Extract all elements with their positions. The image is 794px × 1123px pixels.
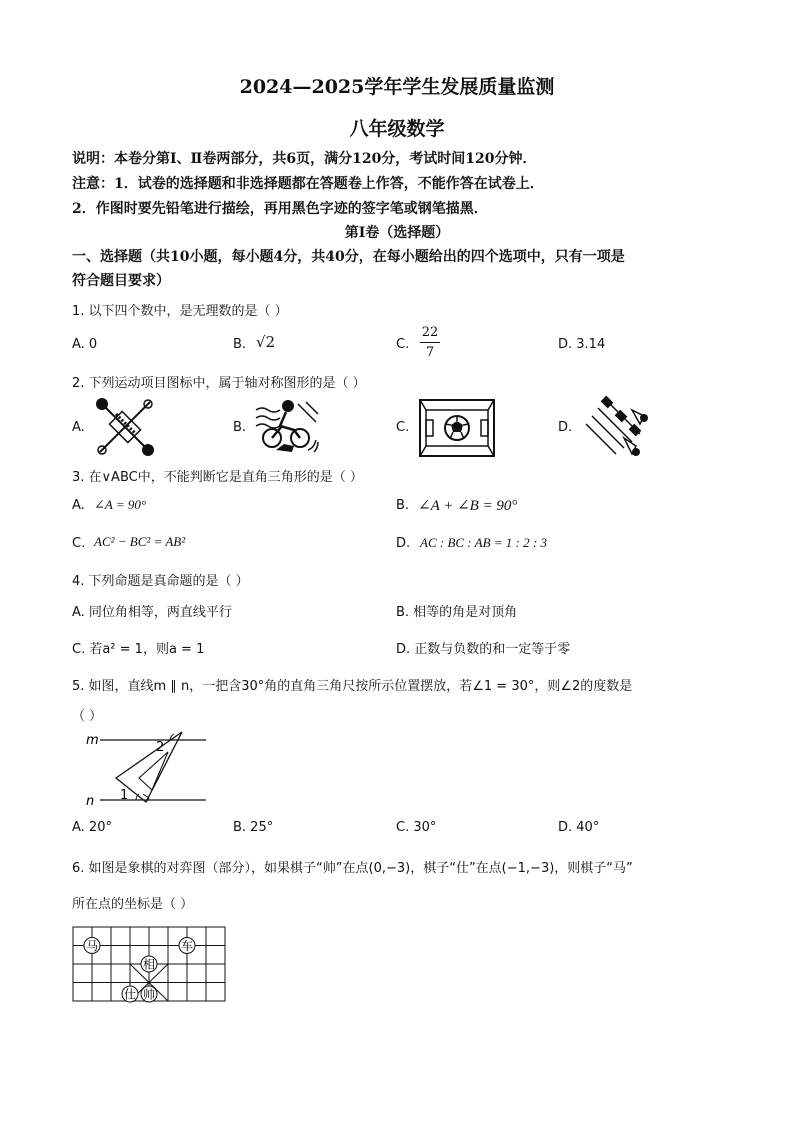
q3-option-d-label: D.: [396, 536, 411, 551]
weightlifting-icon: [88, 394, 160, 460]
line-m-label: m: [86, 733, 99, 748]
chess-board-figure: [70, 924, 230, 1004]
q5-option-b: B. 25°: [233, 820, 274, 835]
badminton-icon: [580, 394, 650, 460]
section-heading: 一、选择题（共10小题，每小题4分，共40分，在每小题给出的四个选项中，只有一项是: [72, 249, 625, 265]
q1-option-c-numerator: 22: [421, 325, 439, 340]
note-attention-2: 2．作图时要先铅笔进行描绘，再用黑色字迹的签字笔或钢笔描黑．: [72, 201, 488, 217]
q3-stem: 3. 在∨ABC中，不能判断它是直角三角形的是（ ）: [72, 470, 363, 485]
q3-option-b: ∠A + ∠B = 90°: [418, 498, 518, 514]
q3-option-d: AC : BC : AB = 1 : 2 : 3: [420, 535, 547, 550]
q1-option-a: A. 0: [72, 337, 98, 352]
q2-stem: 2. 下列运动项目图标中，属于轴对称图形的是（ ）: [72, 376, 366, 391]
football-icon: [416, 396, 498, 460]
q2-option-b-label: B.: [233, 420, 247, 435]
q5-stem: 5. 如图，直线m ∥ n，一把含30°角的直角三角尺按所示位置摆放，若∠1 = 30°，则∠2的度数是: [72, 679, 633, 694]
q3-option-a: ∠A = 90°: [94, 497, 147, 512]
q2-option-a-label: A.: [72, 420, 85, 435]
piece-ma: 马: [85, 939, 99, 953]
q3-option-a-label: A.: [72, 498, 85, 513]
q6-stem: 6. 如图是象棋的对弈图（部分），如果棋子“帅”在点(0,−3)，棋子“仕”在点(−1,−3)，则棋子“马”: [72, 861, 633, 876]
q5-option-d: D. 40°: [558, 820, 600, 835]
q1-option-c-denominator: 7: [425, 345, 435, 360]
q2-option-d-label: D.: [558, 420, 573, 435]
piece-shi: 仕: [123, 987, 137, 1002]
parallel-lines-triangle-figure: [84, 728, 214, 810]
q3-option-b-label: B.: [396, 498, 410, 513]
q4-option-b: B. 相等的角是对顶角: [396, 605, 518, 620]
exam-subtitle: 八年级数学: [349, 118, 445, 140]
q4-option-c: C. 若a² = 1，则a = 1: [72, 642, 205, 657]
piece-che: 车: [180, 939, 194, 953]
piece-shuai: 帅: [142, 987, 156, 1002]
angle-2-label: 2: [156, 740, 165, 755]
part1-title: 第Ⅰ卷（选择题）: [344, 225, 450, 241]
q5-answer-paren: （ ）: [72, 709, 103, 724]
fraction-bar: [420, 342, 440, 343]
q5-option-a: A. 20°: [72, 820, 112, 835]
angle-1-label: 1: [120, 788, 129, 803]
q2-option-c-label: C.: [396, 420, 410, 435]
q4-option-a: A. 同位角相等，两直线平行: [72, 605, 232, 620]
q1-option-d: D. 3.14: [558, 337, 606, 352]
q1-option-c-label: C.: [396, 337, 410, 352]
section-heading-cont: 符合题目要求）: [72, 273, 170, 289]
q1-option-b-value: √2: [256, 333, 276, 351]
note-attention-1: 注意：1．试卷的选择题和非选择题都在答题卷上作答，不能作答在试卷上．: [72, 176, 544, 192]
q5-option-c: C. 30°: [396, 820, 437, 835]
piece-xiang: 相: [142, 957, 156, 972]
cycling-icon: [252, 396, 322, 458]
q3-option-c: AC² − BC² = AB²: [94, 534, 186, 549]
q1-option-b-label: B.: [233, 337, 247, 352]
line-n-label: n: [86, 794, 95, 809]
q4-stem: 4. 下列命题是真命题的是（ ）: [72, 574, 249, 589]
exam-title: 2024—2025学年学生发展质量监测: [239, 76, 555, 98]
note-explain: 说明：本卷分第Ⅰ、Ⅱ卷两部分，共6页，满分120分，考试时间120分钟．: [72, 151, 537, 167]
q4-option-d: D. 正数与负数的和一定等于零: [396, 642, 571, 657]
q3-option-c-label: C.: [72, 536, 86, 551]
q1-stem: 1. 以下四个数中，是无理数的是（ ）: [72, 304, 288, 319]
q6-stem-cont: 所在点的坐标是（ ）: [72, 897, 194, 912]
